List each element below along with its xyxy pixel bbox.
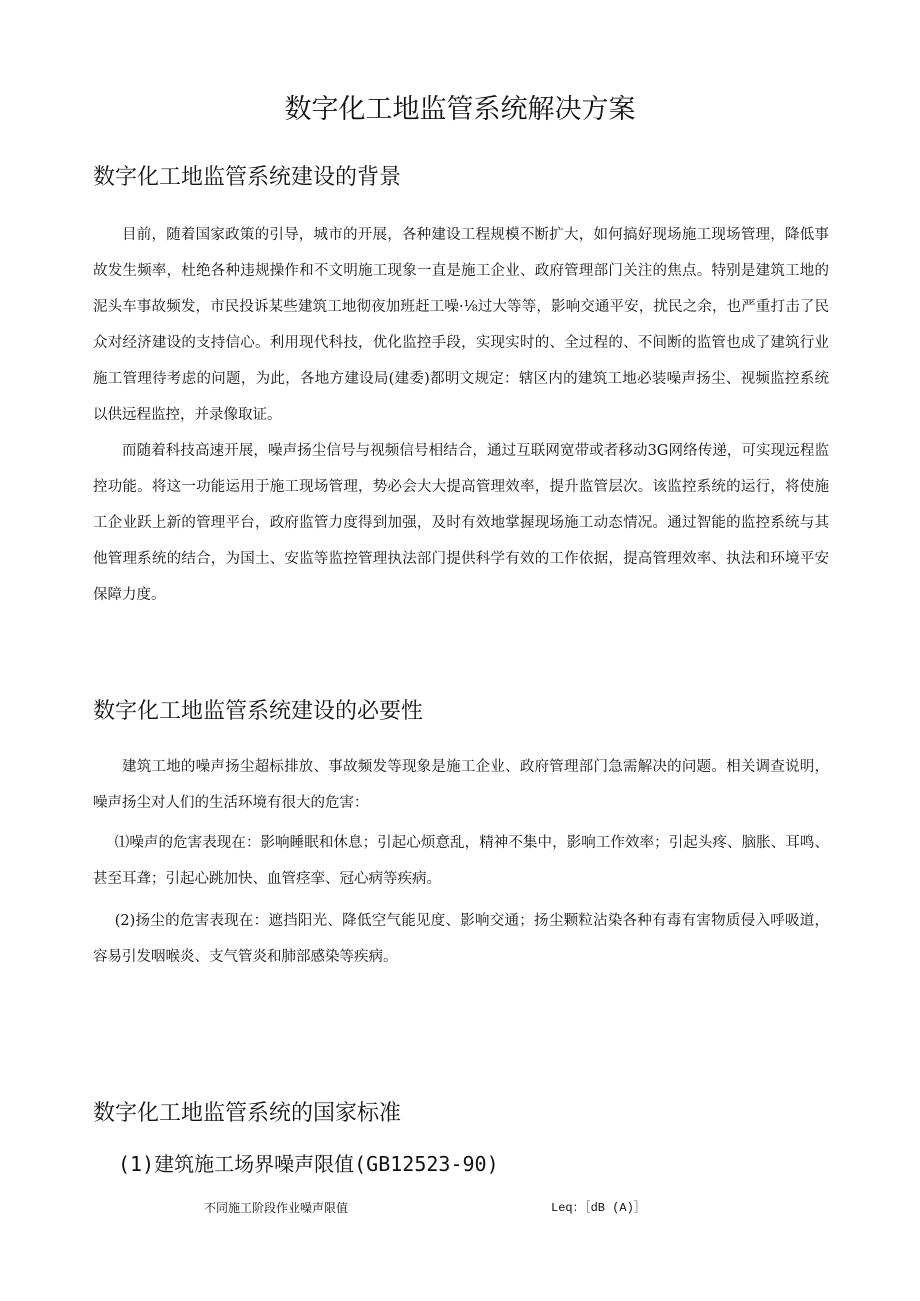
section-heading-necessity: 数字化工地监管系统建设的必要性 <box>93 699 424 724</box>
table-caption: 不同施工阶段作业噪声限值 <box>204 1201 349 1215</box>
paragraph-background-1: 目前，随着国家政策的引导，城市的开展，各种建设工程规模不断扩大，如何搞好现场施工现场管理，降低事故发生频率，杜绝各种违规操作和不文明施工现象一直是施工企业、政府管理部门关注的焦点。特别是建筑工地的泥头车事故频发，市民投诉某些建筑工地彻夜加班赶工噪·⅛过大等等，影响交通平安，扰民之余，也严重打击了民众对经济建设的支持信心。利用现代科技，优化监控手段，实现实时的、全过程的、不间断的监管也成了建筑行业施工管理待考虑的问题，为此，各地方建设局(建委)都明文规定：辖区内的建筑工地必装噪声扬尘、视频监控系统以供远程监控，并录像取证。 <box>93 227 829 423</box>
paragraph-background-2: 而随着科技高速开展，噪声扬尘信号与视频信号相结合，通过互联网宽带或者移动3G网络传递，可实现远程监控功能。将这一功能运用于施工现场管理，势必会大大提高管理效率，提升监管层次。该监控系统的运行，将使施工企业跃上新的管理平台，政府监管力度得到加强，及时有效地掌握现场施工动态情况。通过智能的监控系统与其他管理系统的结合，为国土、安监等监控管理执法部门提供科学有效的工作依据，提高管理效率、执法和环境平安保障力度。 <box>93 443 829 603</box>
document-title: 数字化工地监管系统解决方案 <box>284 94 636 125</box>
section-heading-background: 数字化工地监管系统建设的背景 <box>93 165 402 190</box>
unit-label: Leq：［dB (A)］ <box>551 1201 646 1215</box>
paragraph-noise-harm: ⑴噪声的危害表现在：影响睡眠和休息；引起心烦意乱，精神不集中，影响工作效率；引起头疼、脑胀、耳鸣、甚至耳聋；引起心跳加快、血管痉挛、冠心病等疾病。 <box>93 835 829 887</box>
standard-subheading: (1)建筑施工场界噪声限值(GB12523-90) <box>118 1152 499 1176</box>
paragraph-necessity-intro: 建筑工地的噪声扬尘超标排放、事故频发等现象是施工企业、政府管理部门急需解决的问题。相关调查说明，噪声扬尘对人们的生活环境有很大的危害： <box>93 759 829 811</box>
paragraph-dust-harm: (2)扬尘的危害表现在：遮挡阳光、降低空气能见度、影响交通；扬尘颗粒沾染各种有毒有害物质侵入呼吸道，容易引发咽喉炎、支气管炎和肺部感染等疾病。 <box>93 913 829 965</box>
section-heading-standards: 数字化工地监管系统的国家标准 <box>93 1101 402 1126</box>
